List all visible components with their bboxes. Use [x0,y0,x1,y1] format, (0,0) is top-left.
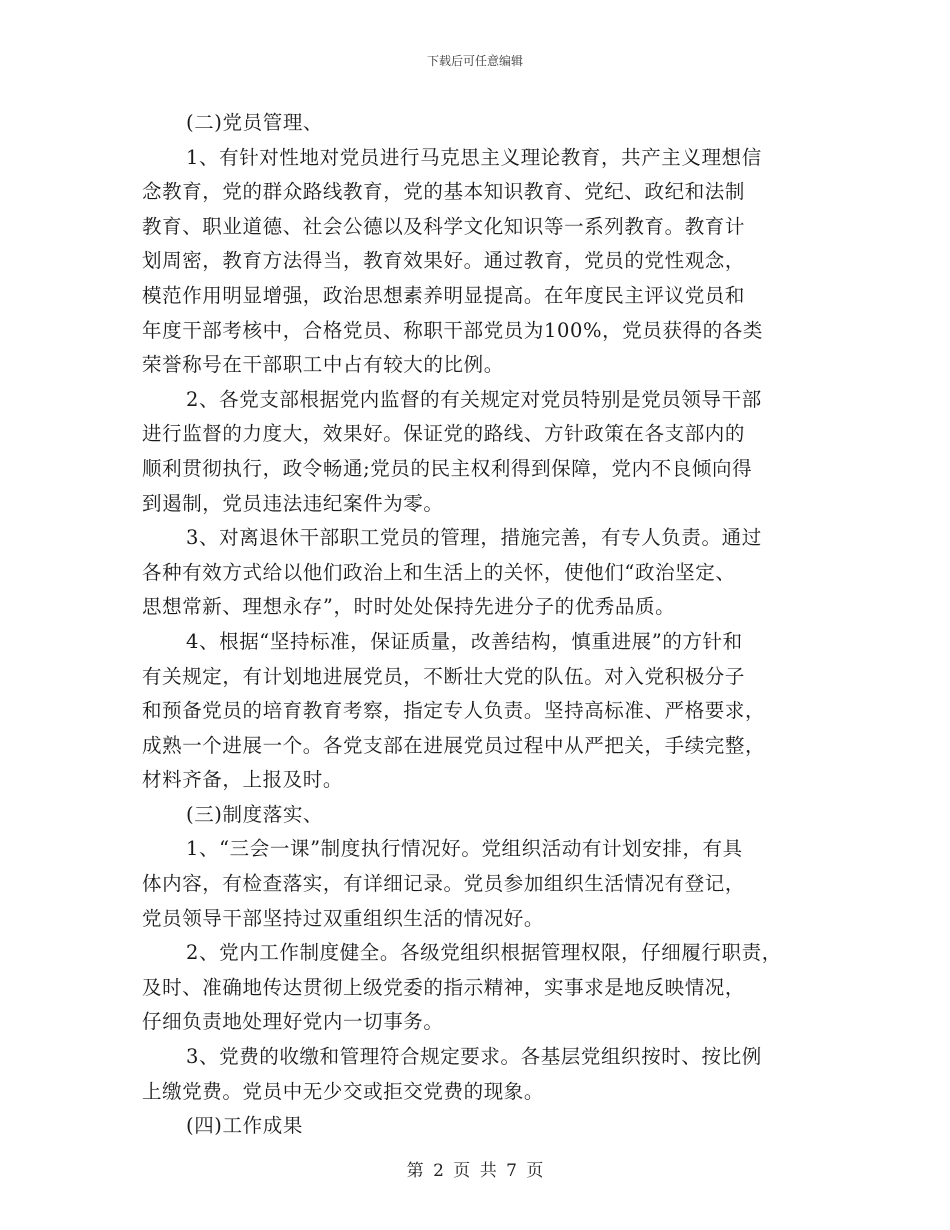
page-header: 下载后可任意编辑 [426,54,523,68]
text-line: 及时、准确地传达贯彻上级党委的指示精神，实事求是地反映情况， [142,975,746,999]
text-line: 念教育，党的群众路线教育，党的基本知识教育、党纪、政纪和法制 [142,180,746,204]
text-line: (四)工作成果 [186,1114,303,1138]
page-footer: 第 2 页 共 7 页 [406,1161,544,1181]
text-line: 荣誉称号在干部职工中占有较大的比例。 [142,353,504,377]
text-line: 各种有效方式给以他们政治上和生活上的关怀，使他们“政治坚定、 [142,560,736,584]
text-line: 年度干部考核中，合格党员、称职干部党员为100%，党员获得的各类 [142,318,763,342]
document-body [142,106,814,1144]
text-line: 成熟一个进展一个。各党支部在进展党员过程中从严把关，手续完整， [142,733,766,757]
text-line: 顺利贯彻执行，政令畅通;党员的民主权利得到保障，党内不良倾向得 [142,456,753,480]
text-line: 党员领导干部坚持过双重组织生活的情况好。 [142,906,545,930]
text-line: 3、党费的收缴和管理符合规定要求。各基层党组织按时、按比例 [186,1045,762,1069]
text-line: 进行监督的力度大，效果好。保证党的路线、方针政策在各支部内的 [142,422,746,446]
text-line: 仔细负责地处理好党内一切事务。 [142,1010,444,1034]
text-line: 模范作用明显增强，政治思想素养明显提高。在年度民主评议党员和 [142,283,746,307]
text-line: 思想常新、理想永存”，时时处处保持先进分子的优秀品质。 [142,595,676,619]
text-line: 教育、职业道德、社会公德以及科学文化知识等一系列教育。教育计 [142,214,746,238]
text-line: 上缴党费。党员中无少交或拒交党费的现象。 [142,1079,545,1103]
text-line: 到遏制，党员违法违纪案件为零。 [142,491,444,515]
text-line: 2、党内工作制度健全。各级党组织根据管理权限，仔细履行职责， [186,941,782,965]
text-line: 3、对离退休干部职工党员的管理，措施完善，有专人负责。通过 [186,526,762,550]
text-line: 4、根据“坚持标准，保证质量，改善结构，慎重进展”的方针和 [186,629,743,653]
text-line: 体内容，有检查落实，有详细记录。党员参加组织生活情况有登记， [142,872,746,896]
text-line: 划周密，教育方法得当，教育效果好。通过教育，党员的党性观念， [142,249,746,273]
text-line: (二)党员管理、 [186,111,324,134]
text-line: 材料齐备，上报及时。 [142,768,344,792]
text-line: 2、各党支部根据党内监督的有关规定对党员特别是党员领导干部 [186,387,762,411]
text-line: 1、有针对性地对党员进行马克思主义理论教育，共产主义理想信 [186,145,762,169]
text-line: 1、“三会一课”制度执行情况好。党组织活动有计划安排，有具 [186,837,743,861]
text-line: 有关规定，有计划地进展党员，不断壮大党的队伍。对入党积极分子 [142,664,746,688]
text-line: (三)制度落实、 [186,802,324,826]
text-line: 和预备党员的培育教育考察，指定专人负责。坚持高标准、严格要求， [142,699,766,723]
